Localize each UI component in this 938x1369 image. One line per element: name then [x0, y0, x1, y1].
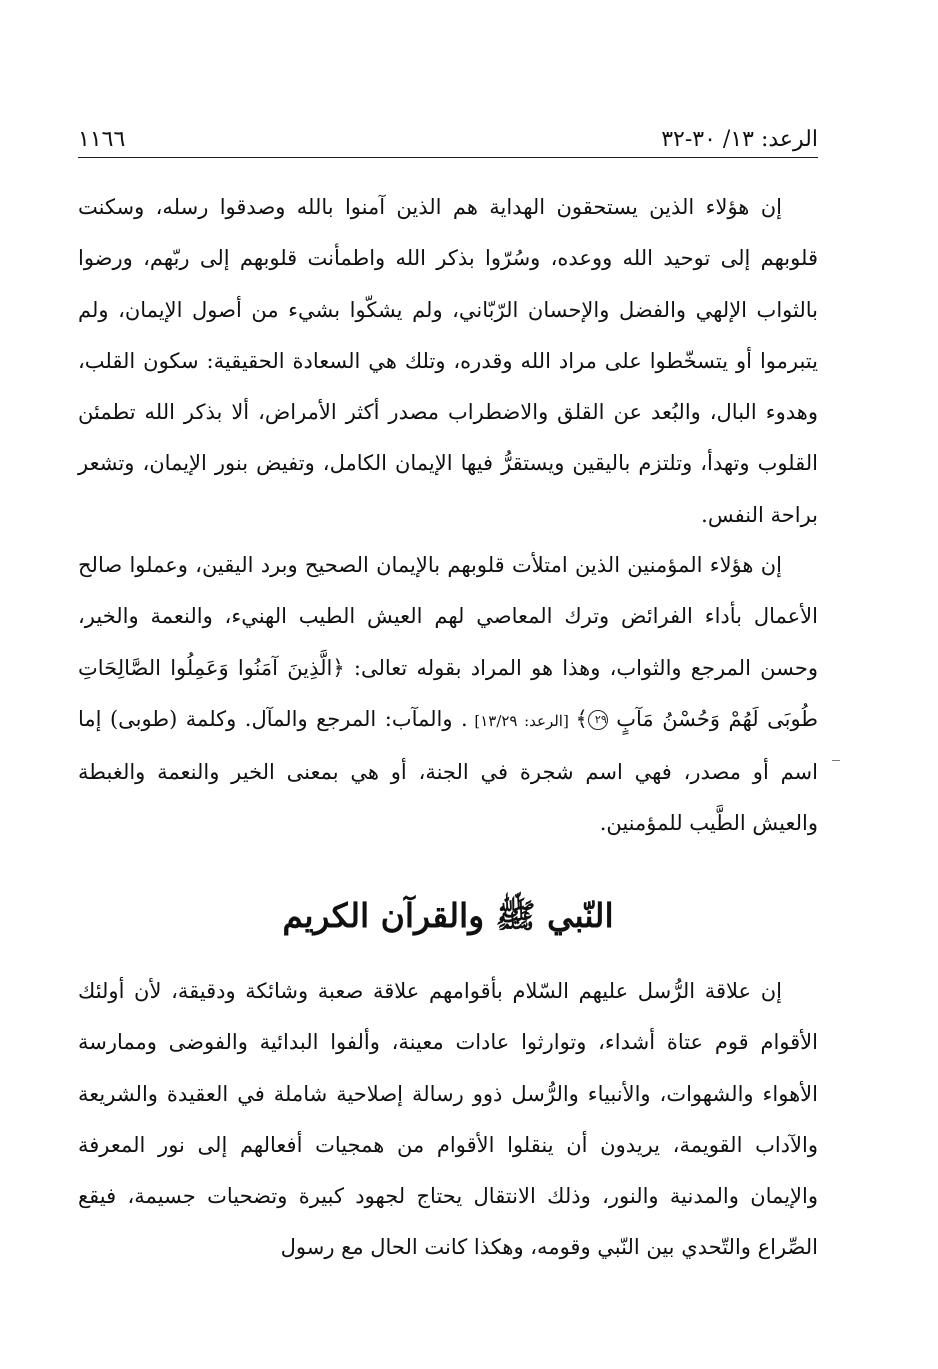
paragraph-text-after-verse: . والمآب: المرجع والمآل. وكلمة (طوبى) إما اسم أو مصدر، فهي اسم شجرة في الجنة، أو هي بمعنى الخير والنعمة والغبطة والعيش الطَّيب للمؤمنين. — [78, 706, 818, 836]
section-heading: النّبي ﷺ والقرآن الكريم — [282, 896, 614, 935]
paragraph-text-before-verse: إن هؤلاء المؤمنين الذين امتلأت قلوبهم بالإيمان الصحيح وبرد اليقين، وعملوا صالح الأعمال بأداء الفرائض وترك المعاصي لهم العيش الطيب الهنيء، والنعمة والخير، وحسن المرجع والثواب، وهذا هو المراد بقوله تعالى: — [78, 553, 818, 680]
margin-mark — [832, 760, 840, 761]
paragraph-believers — [78, 540, 818, 850]
running-title: الرعد: ١٣/ ٣٠-٣٢ — [661, 127, 818, 152]
quran-verse: ﴿الَّذِينَ آمَنُوا وَعَمِلُوا الصَّالِحَاتِ طُوبَى لَهُمْ وَحُسْنُ مَآبٍ — [78, 655, 819, 731]
page-number: ١١٦٦ — [78, 127, 126, 152]
verse-close-bracket: ﴾ — [575, 706, 588, 731]
paragraph-messengers: إن علاقة الرُّسل عليهم السّلام بأقوامهم علاقة صعبة وشائكة ودقيقة، لأن أولئك الأقوام قوم عتاة أشداء، وتوارثوا عادات معينة، وألفوا البدائية والفوضى وممارسة الأهواء والشهوات، والأنبياء والرُّسل ذوو رسالة إصلاحية شاملة في العقيدة والشريعة والآداب القويمة، يريدون أن ينقلوا الأقوام من همجيات أفعالهم إلى نور المعرفة والإيمان والمدنية والنور، وذلك الانتقال يحتاج لجهود كبيرة وتضحيات جسيمة، فيقع الصِّراع والتّحدي بين النّبي وقومه، وهكذا كانت الحال مع رسول — [78, 979, 818, 1260]
verse-citation: [الرعد: ١٣/٢٩] — [467, 711, 576, 730]
page-header — [78, 118, 818, 158]
verse-number-icon: ٢٩ — [588, 710, 608, 730]
header-divider — [78, 157, 818, 158]
paragraph-guidance: إن هؤلاء الذين يستحقون الهداية هم الذين آمنوا بالله وصدقوا رسله، وسكنت قلوبهم إلى توحيد الله ووعده، وسُرّوا بذكر الله واطمأنت قلوبهم إلى ربّهم، ورضوا بالثواب الإلهي والفضل والإحسان الرّبّاني، ولم يشكّوا بشيء من أصول الإيمان، ولم يتبرموا أو يتسخّطوا على مراد الله وقدره، وتلك هي السعادة الحقيقية: سكون القلب، وهدوء البال، والبُعد عن القلق والاضطراب مصدر أكثر الأمراض، ألا بذكر الله تطمئن القلوب وتهدأ، وتلتزم باليقين ويستقرُّ فيها الإيمان الكامل، وتفيض بنور الإيمان، وتشعر براحة النفس. — [78, 195, 818, 527]
